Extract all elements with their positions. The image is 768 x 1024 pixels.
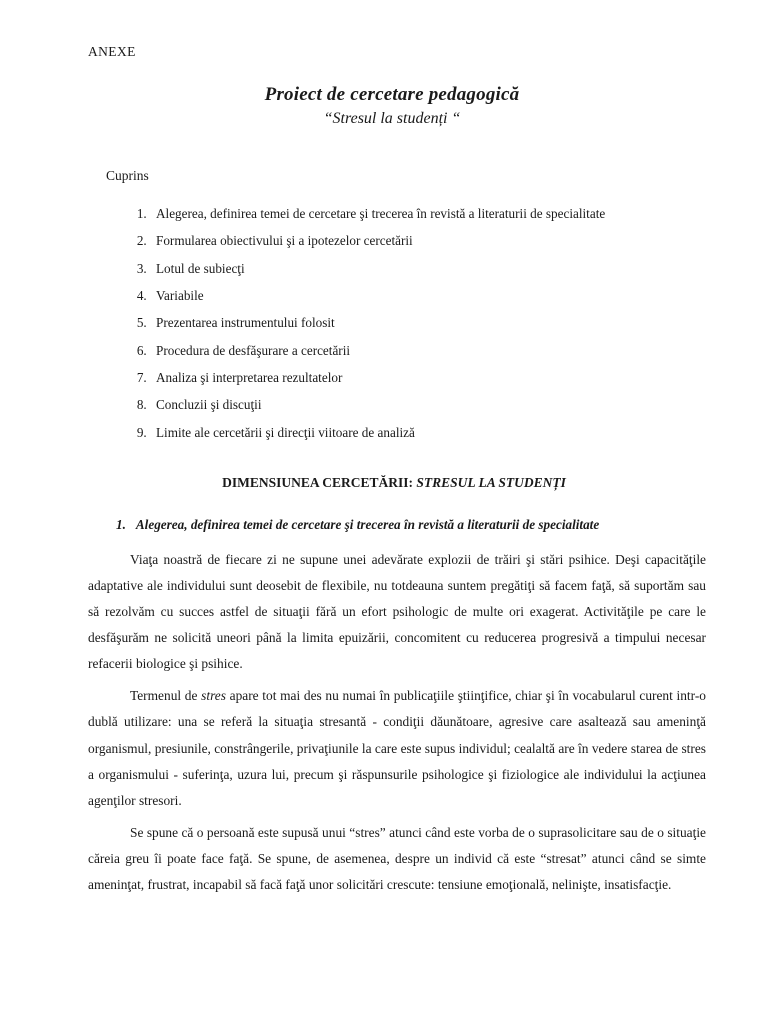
document-title: Proiect de cercetare pedagogică xyxy=(264,84,520,105)
table-of-contents-label: Cuprins xyxy=(106,168,149,183)
paragraph-stres-before: Termenul de xyxy=(130,688,202,704)
dimension-heading xyxy=(88,475,706,491)
toc-item: 1. Alegerea, definirea temei de cercetare şi trecerea în revistă a literaturii de specialitate xyxy=(150,206,706,222)
section-heading-text: Alegerea, definirea temei de cercetare şi trecerea în revistă a literaturii de specialitate xyxy=(135,516,600,532)
paragraph: Viaţa noastră de fiecare zi ne supune unei adevărate explozii de trăiri şi stări psihice. Deşi capacităţile adaptative ale individului sunt deosebit de flexibile, nu totdeauna suntem pregătiţi să facem faţă, să suportăm sau să rezolvăm cu succes astfel de situaţii fără un efort psihologic de multe ori exagerat. Activităţile pe care le desfăşurăm ne solicită uneori până la limita epuizării, concomitent cu reducerea progresivă a timpului necesar refacerii biologice şi psihice. xyxy=(88,551,706,672)
section-heading xyxy=(116,517,706,533)
paragraph-stres-italic: stres xyxy=(201,688,226,704)
toc-item: 5. Prezentarea instrumentului folosit xyxy=(150,315,706,331)
table-of-contents-list xyxy=(128,206,706,441)
toc-item: 4. Variabile xyxy=(150,288,706,304)
toc-item: 9. Limite ale cercetării şi direcţii viitoare de analiză xyxy=(150,425,706,441)
paragraph-stres xyxy=(88,683,706,814)
dimension-heading-emphasis: STRESUL LA STUDENȚI xyxy=(416,474,566,490)
toc-item: 6. Procedura de desfăşurare a cercetării xyxy=(150,343,706,359)
anexe-label: ANEXE xyxy=(88,44,136,59)
paragraph: Se spune că o persoană este supusă unui “stres” atunci când este vorba de o suprasolicitare sau de o situaţie căreia greu îi poate face faţă. Se spune, de asemenea, despre un individ că este “stresat” atunci când se simte ameninţat, frustrat, incapabil să facă faţă unor solicitări crescute: tensiune emoţională, nelinişte, insatisfacţie. xyxy=(88,825,706,893)
toc-item: 3. Lotul de subiecţi xyxy=(150,261,706,277)
document-subtitle: “Stresul la studenți “ xyxy=(323,110,461,127)
paragraph-stres-after: apare tot mai des nu numai în publicaţiile ştiinţifice, chiar şi în vocabularul curent intr-o dublă utilizare: una se referă la situaţia stresantă - condiţii dăunătoare, agresive care asaltează sau ameninţă organismul, presiunile, constrângerile, privaţiunile la care este supus individul; cealaltă are în vedere starea de stres a organismului - suferinţa, uzura lui, precum şi răspunsurile psihologice şi fiziologice ale individului la acţiunea agenţilor stresori. xyxy=(88,688,706,808)
dimension-heading-prefix: DIMENSIUNEA CERCETĂRII: xyxy=(222,474,417,490)
toc-item: 2. Formularea obiectivului şi a ipotezelor cercetării xyxy=(150,233,706,249)
toc-item: 8. Concluzii şi discuţii xyxy=(150,397,706,413)
toc-item: 7. Analiza şi interpretarea rezultatelor xyxy=(150,370,706,386)
section-number: 1. xyxy=(116,516,126,532)
